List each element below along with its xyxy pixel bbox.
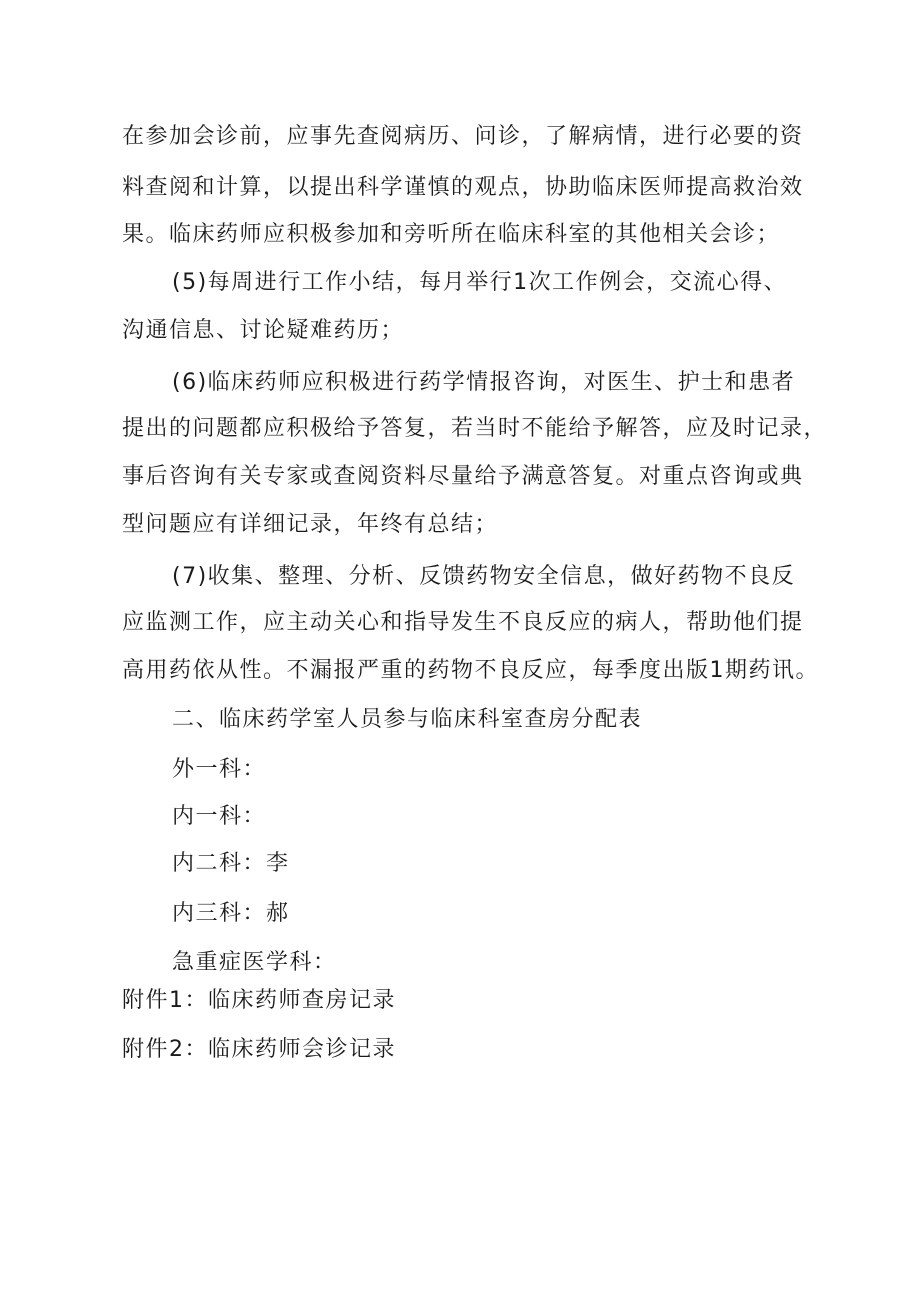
department-entry: 内一科： (172, 804, 267, 829)
department-entry: 内二科：李 (172, 851, 290, 876)
department-entry: 外一科： (172, 757, 267, 782)
attachment-entry: 附件2：临床药师会诊记录 (122, 1037, 396, 1062)
list-item-6-line: 型问题应有详细记录，年终有总结； (122, 512, 499, 537)
department-entry: 急重症医学科： (172, 950, 337, 975)
list-item-7-line: 应监测工作，应主动关心和指导发生不良反应的病人，帮助他们提 (122, 610, 804, 635)
list-item-7-line: (7)收集、整理、分析、反馈药物安全信息，做好药物不良反 (172, 564, 796, 589)
paragraph-line: 料查阅和计算，以提出科学谨慎的观点，协助临床医师提高救治效 (122, 175, 804, 200)
list-item-7-line: 高用药依从性。不漏报严重的药物不良反应，每季度出版1期药讯。 (122, 658, 819, 683)
department-entry: 内三科：郝 (172, 901, 290, 926)
list-item-6-line: 提出的问题都应积极给予答复，若当时不能给予解答，应及时记录， (122, 416, 828, 441)
section-heading: 二、临床药学室人员参与临床科室查房分配表 (172, 707, 643, 732)
list-item-6-line: (6)临床药师应积极进行药学情报咨询，对医生、护士和患者 (172, 370, 796, 395)
list-item-6-line: 事后咨询有关专家或查阅资料尽量给予满意答复。对重点咨询或典 (122, 464, 804, 489)
attachment-entry: 附件1：临床药师查房记录 (122, 988, 396, 1013)
list-item-5-line: 沟通信息、讨论疑难药历； (122, 318, 405, 343)
paragraph-line: 果。临床药师应积极参加和旁听所在临床科室的其他相关会诊； (122, 222, 781, 247)
list-item-5-line: (5)每周进行工作小结，每月举行1次工作例会，交流心得、 (172, 270, 788, 295)
paragraph-line: 在参加会诊前，应事先查阅病历、问诊，了解病情，进行必要的资 (122, 124, 804, 149)
